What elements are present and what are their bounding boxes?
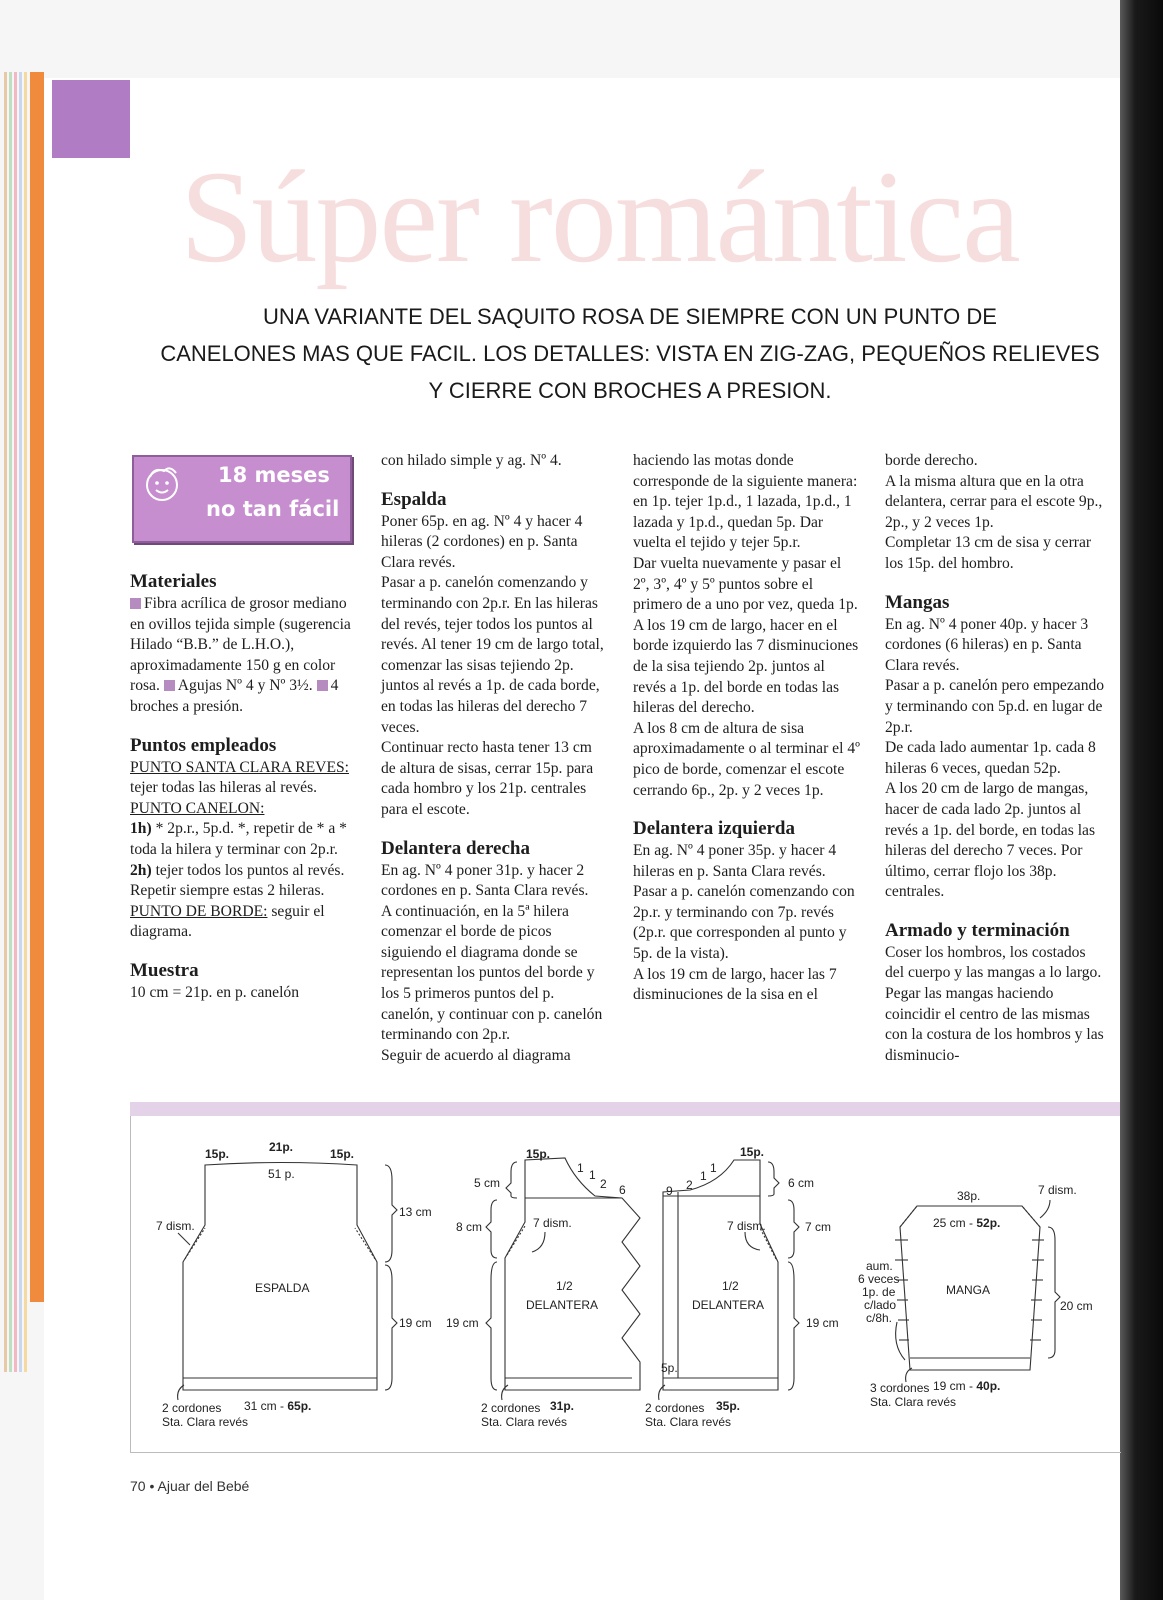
col3-text-3: A los 19 cm de largo, hacer en el borde izquierdo las 7 disminuciones de la sisa tejiendo 2p. juntos al revés a 1p. del borde en todas las hileras del derecho. [633,616,859,717]
delizq-width: 35p. [716,1399,741,1413]
label-santa-clara: PUNTO SANTA CLARA REVES: [130,758,349,776]
espalda-top-center: 21p. [269,1140,294,1154]
espalda-dism: 7 dism. [156,1219,195,1233]
col4-text-2: A la misma altura que en la otra delantera, cerrar para el escote 9p., 2p., y 2 veces 1p. [885,472,1103,531]
manga-base-b: Sta. Clara revés [870,1395,957,1409]
delizq-h1: 6 cm [788,1176,815,1190]
espalda-width-p: 65p. [287,1399,312,1413]
manga-base-a: 3 cordones [870,1381,930,1395]
delder-neck-1: 1 [577,1161,584,1175]
col3-text-1: haciendo las motas donde corresponde de la siguiente manera: en 1p. tejer 1p.d., 1 lazada, 1p.d., 1 lazada y 1p.d., quedan 5p. Dar vuelta el tejido y tejer 5p.r. [633,452,858,552]
manga-inner-p: 52p. [976,1216,1001,1230]
delder-h1: 5 cm [474,1176,501,1190]
text-borde: seguir el diagrama. [130,902,325,941]
espalda-top-right: 15p. [330,1147,355,1161]
delder-top: 15p. [526,1147,551,1161]
heading-muestra: Muestra [130,959,199,981]
delizq-h2: 7 cm [805,1220,832,1234]
armado-text-1: Coser los hombros, los costados del cuerpo y las mangas a lo largo. Pegar las mangas haciendo coincidir el centro de las mismas con la costura de los hombros y las disminucio- [885,943,1104,1064]
espalda-text-3: Continuar recto hasta tener 13 cm de altura de sisas, cerrar 15p. para cada hombro y los 21p. centrales para el escote. [381,739,594,818]
heading-mangas: Mangas [885,591,950,613]
manga-width-cm: 19 cm - [933,1379,977,1393]
espalda-top-left: 15p. [205,1147,230,1161]
materiales-fibra: Fibra acrílica de grosor mediano en ovillos tejida simple (sugerencia Hilado “B.B.” de L.H.O.), aproximadamente 150 g en color rosa. [130,595,351,695]
delder-base-a: 2 cordones [481,1401,541,1415]
manga-aum-3: 1p. de [862,1285,896,1299]
espalda-text-1: Poner 65p. en ag. Nº 4 y hacer 4 hileras (2 cordones) en p. Santa Clara revés. [381,512,583,571]
heading-delantera-izquierda: Delantera izquierda [633,818,796,840]
delizq-vista: 5p. [661,1361,678,1375]
label-1h: 1h) [130,820,152,838]
heading-delantera-derecha: Delantera derecha [381,837,530,859]
espalda-label: ESPALDA [255,1281,310,1295]
espalda-base-a: 2 cordones [162,1401,222,1415]
materiales-broches: 4 broches a presión. [130,677,339,715]
delizq-base-a: 2 cordones [645,1401,705,1415]
col3-text-4: A los 8 cm de altura de sisa aproximadamente o al terminar el 4º pico de borde, comenzar el escote cerrando 6p., 2p. y 2 veces 1p. [633,719,860,799]
espalda-neck: 51 p. [268,1167,295,1181]
delder-label: DELANTERA [526,1298,599,1312]
manga-inner-cm: 25 cm - [933,1216,977,1230]
manga-width-p: 40p. [976,1379,1001,1393]
col4-text-1: borde derecho. [885,452,978,469]
izq-text-3: A los 19 cm de largo, hacer las 7 disminuciones de la sisa en el [633,965,837,1004]
label-borde: PUNTO DE BORDE: [130,902,268,920]
col3-text-2: Dar vuelta nuevamente y pasar el 2º, 3º, 4º y 5º puntos sobre el primero de a uno por vez, queda 1p. [633,554,858,614]
delizq-half: 1/2 [722,1279,739,1293]
espalda-width-cm: 31 cm - [244,1399,288,1413]
mangas-text-4: A los 20 cm de largo de mangas, hacer de cada lado 2p. juntos al revés a 1p. del borde, en todas las hileras del derecho 7 veces. Por último, cerrar flojo los 38p. centrales. [885,780,1096,901]
badge-difficulty: no tan fácil [206,497,340,521]
manga-inner [933,1216,1000,1230]
manga-top: 38p. [957,1189,981,1203]
delder-neck-3: 2 [600,1177,607,1191]
delizq-label: DELANTERA [692,1298,765,1312]
label-canelon: PUNTO CANELON: [130,799,265,817]
izq-text-1: En ag. Nº 4 poner 35p. y hacer 4 hileras en p. Santa Clara revés. [633,842,837,880]
subtitle-line: CANELONES MAS QUE FACIL. LOS DETALLES: VISTA EN ZIG-ZAG, PEQUEÑOS RELIEVES [160,341,1100,366]
mangas-text-1: En ag. Nº 4 poner 40p. y hacer 3 cordones (6 hileras) en p. Santa Clara revés. [885,615,1089,674]
delantera-text-3: Seguir de acuerdo al diagrama [381,1046,571,1064]
mangas-text-3: De cada lado aumentar 1p. cada 8 hileras 6 veces, quedan 52p. [885,739,1096,777]
izq-text-2: Pasar a p. canelón comenzando con 2p.r. y terminando con 7p. revés (2p.r. que corresponden al punto y 5p. de la vista). [633,883,855,963]
muestra-text: 10 cm = 21p. en p. canelón [130,983,300,1001]
subtitle-line: UNA VARIANTE DEL SAQUITO ROSA DE SIEMPRE CON UN PUNTO DE [263,304,997,329]
heading-espalda: Espalda [381,488,447,510]
espalda-h-bottom: 19 cm [399,1316,432,1330]
heading-materiales: Materiales [130,571,217,592]
col4-text-3: Completar 13 cm de sisa y cerrar los 15p. del hombro. [885,534,1092,572]
manga-width [933,1379,1000,1393]
espalda-base-b: Sta. Clara revés [162,1415,249,1429]
delizq-neck-4: 1 [710,1161,717,1175]
manga-aum-2: 6 veces [858,1272,900,1286]
col2-intro: con hilado simple y ag. Nº 4. [381,452,562,469]
manga-aum-1: aum. [866,1259,893,1273]
delantera-text-1: En ag. Nº 4 poner 31p. y hacer 2 cordones en p. Santa Clara revés. [381,861,589,900]
page-title: Súper romántica [180,143,1019,290]
mangas-text-2: Pasar a p. canelón pero empezando y terminando con 5p.d. en lugar de 2p.r. [885,677,1105,736]
heading-armado: Armado y terminación [885,919,1070,941]
delder-half: 1/2 [556,1279,573,1293]
canelon-repetir: Repetir siempre estas 2 hileras. [130,882,325,900]
badge-age: 18 meses [218,463,330,487]
delizq-neck-2: 2 [686,1178,693,1192]
manga-h: 20 cm [1060,1299,1093,1313]
manga-aum-4: c/lado [864,1298,897,1312]
delantera-text-2: A continuación, en la 5ª hilera comenzar el borde de picos siguiendo el diagrama donde se representan los puntos del borde y los 5 primeros puntos del p. canelón, y continuar con p. canelón terminando con 2p.r. [381,902,603,1044]
heading-puntos: Puntos empleados [130,734,277,756]
delizq-neck-1: 9 [666,1184,673,1198]
delder-dism: 7 dism. [533,1216,572,1230]
subtitle-line: Y CIERRE CON BROCHES A PRESION. [428,378,832,403]
page-number: 70 [130,1478,146,1494]
delizq-dism: 7 dism. [727,1219,766,1233]
manga-label: MANGA [946,1283,991,1297]
label-2h: 2h) [130,861,152,879]
text-2h: tejer todos los puntos al revés. [151,861,345,879]
delder-h2: 8 cm [456,1220,483,1234]
delizq-neck-3: 1 [700,1169,707,1183]
text-1h: * 2p.r., 5p.d. *, repetir de * a * toda la hilera y terminar con 2p.r. [130,820,347,858]
footer-bullet: • [149,1478,155,1494]
text-santa-clara: tejer todas las hileras al revés. [130,779,318,797]
delder-neck-2: 1 [589,1168,596,1182]
delder-width: 31p. [550,1399,575,1413]
delizq-top: 15p. [740,1145,765,1159]
espalda-width [244,1399,311,1413]
espalda-h-top: 13 cm [399,1205,432,1219]
manga-aum-5: c/8h. [866,1311,893,1325]
page-footer [130,1478,249,1494]
delder-base-b: Sta. Clara revés [481,1415,568,1429]
delizq-h3: 19 cm [806,1316,839,1330]
delder-h3: 19 cm [446,1316,479,1330]
materiales-agujas: Agujas Nº 4 y Nº 3½. [177,677,313,695]
delder-neck-4: 6 [619,1183,626,1197]
espalda-text-2: Pasar a p. canelón comenzando y terminando con 2p.r. En las hileras del revés, tejer todos los puntos al revés. Al tener 19 cm de largo total, comenzar las sisas tejiendo 2p. juntos al revés a 1p. de cada borde, en todas las hileras del derecho 7 veces. [381,574,604,736]
manga-dism: 7 dism. [1038,1183,1077,1197]
delizq-base-b: Sta. Clara revés [645,1415,732,1429]
publication-name: Ajuar del Bebé [157,1478,250,1494]
